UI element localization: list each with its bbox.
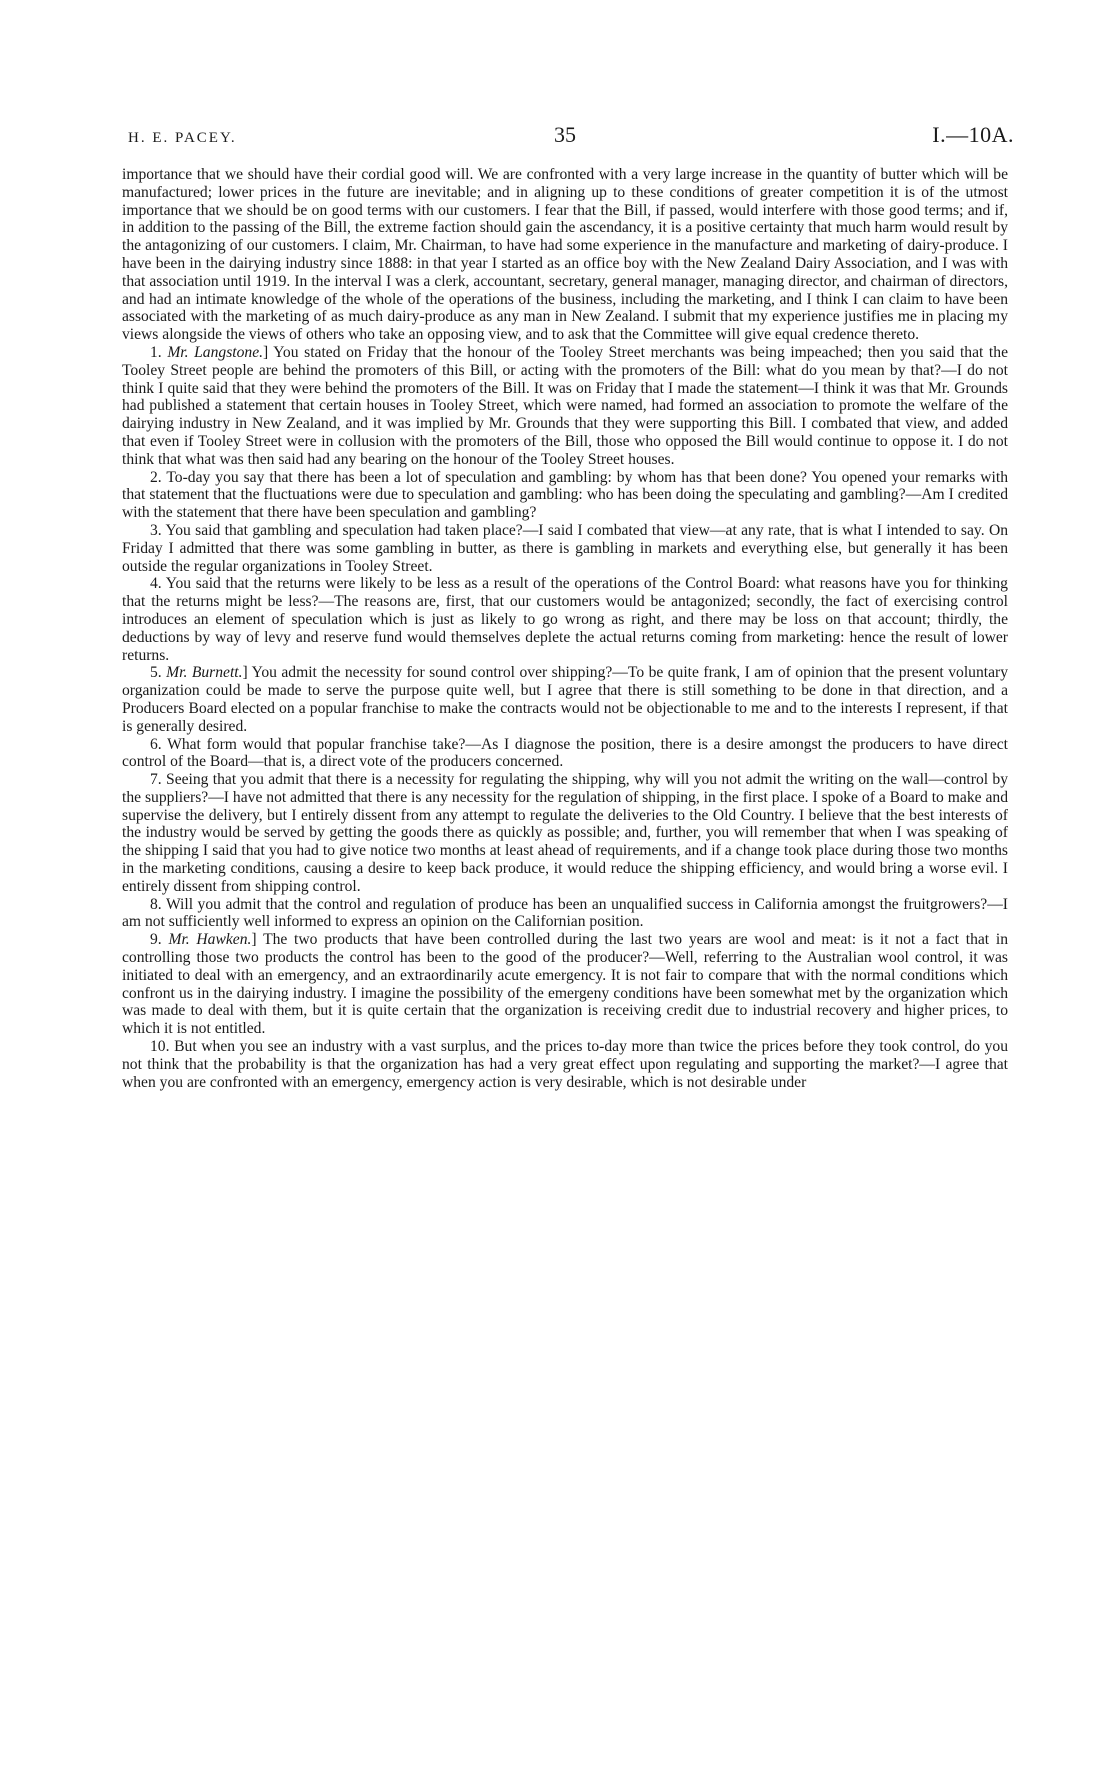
question-number: 7.: [150, 771, 162, 789]
question-paragraph: [122, 896, 1008, 932]
paragraph-text: You said that gambling and speculation had taken place?—I said I combated that view—at any rate, that is what I intended to say. On Friday I admitted that there was some gambling in butter, as there is gambling in markets and everything else, but generally it has been outside the regular organizations in Tooley Street.: [122, 521, 1009, 575]
question-number: 5.: [150, 664, 162, 682]
paragraph-text: To-day you say that there has been a lot of speculation and gambling: by whom has that been done? You opened your remarks with that statement that the fluctuations were due to speculation and gambling: who has been doing the speculating and gambling?—Am I credited with the statement that there have been speculation and gambling?: [122, 468, 1008, 522]
speaker-name: Mr. Burnett.: [166, 664, 243, 682]
question-number: 6.: [150, 735, 162, 753]
paragraph-text: You stated on Friday that the honour of the Tooley Street merchants was being impeached; then you said that the Tooley Street people are behind the promoters of this Bill, or acting with the promoters of the Bill: what do you mean by that?—I do not think I quite said that they were behind the promoters of the Bill. It was on Friday that I made the statement—I think it was that Mr. Grounds had published a statement that certain houses in Tooley Street, which were named, had formed an association to promote the welfare of the dairying industry in New Zealand, and it was implied by Mr. Grounds that they were supporting this Bill. I combated that view, and added that even if Tooley Street were in collusion with the promoters of the Bill, those who opposed the Bill would continue to oppose it. I do not think that what was then said had any bearing on the honour of the Tooley Street houses.: [122, 343, 1008, 468]
paragraph-text: importance that we should have their cordial good will. We are confronted with a very large increase in the quantity of butter which will be manufactured; lower prices in the future are inevitable; and in aligning up to these conditions of greater competition it is of the utmost importance that we should be on good terms with our customers. I fear that the Bill, if passed, would interfere with those good terms; and if, in addition to the passing of the Bill, the extreme faction should gain the ascendancy, it is a positive certainty that much harm would result by the antagonizing of our customers. I claim, Mr. Chairman, to have had some experience in the manufacture and marketing of dairy-produce. I have been in the dairying industry since 1888: in that year I started as an office boy with the New Zealand Dairy Association, and I was with that association until 1919. In the interval I was a clerk, accountant, secretary, general manager, managing director, and chairman of directors, and had an intimate knowledge of the whole of the operations of the business, including the marketing, and I think I can claim to have been associated with the marketing of as much dairy-produce as any man in New Zealand. I submit that my experience justifies me in placing my views alongside the views of others who take an opposing view, and to ask that the Committee will give equal credence thereto.: [122, 166, 1008, 344]
paragraph-text: You admit the necessity for sound control over shipping?—To be quite frank, I am of opinion that the present voluntary organization could be made to serve the purpose quite well, but I agree that there is still something to be done in that direction, and a Producers Board elected on a popular franchise to make the contracts would not be objectionable to me and to the interests I represent, if that is generally desired.: [122, 664, 1008, 735]
question-paragraph: [122, 736, 1008, 772]
question-paragraph: [122, 469, 1008, 522]
question-number: 2.: [150, 468, 162, 486]
question-paragraph: [122, 771, 1008, 896]
paragraph-text: But when you see an industry with a vast surplus, and the prices to-day more than twice the prices before they took control, do you not think that the probability is that the organization has had a very great effect upon regulating and supporting the market?—I agree that when you are confronted with an emergency, emergency action is very desirable, which is not desirable under: [122, 1038, 1008, 1091]
paragraph-text: What form would that popular franchise take?—As I diagnose the position, there is a desire amongst the producers to have direct control of the Board—that is, a direct vote of the producers concerned.: [122, 735, 1008, 771]
question-paragraph: [122, 1038, 1008, 1091]
paragraph-continued: [122, 166, 1008, 344]
question-number: 1.: [150, 343, 162, 361]
paragraph-text: Seeing that you admit that there is a necessity for regulating the shipping, why will you not admit the writing on the wall—control by the suppliers?—I have not admitted that there is any necessity for the regulation of shipping, in the first place. I spoke of a Board to make and supervise the delivery, but I entirely dissent from any attempt to regulate the deliveries to the Old Country. I believe that the best interests of the industry would be served by getting the goods there as quickly as possible; and, further, you will remember that when I was speaking of the shipping I said that you had to give notice two months at least ahead of requirements, and if a change took place during those two months in the marketing conditions, causing a desire to keep back produce, it would reduce the shipping efficiency, and would bring a worse evil. I entirely dissent from shipping control.: [122, 771, 1008, 895]
question-paragraph: [122, 522, 1008, 575]
witness-name: H. E. PACEY.: [128, 130, 237, 146]
question-number: 10.: [150, 1038, 170, 1056]
question-number: 8.: [150, 895, 162, 913]
running-head: [128, 118, 1014, 158]
speaker-name: Mr. Langstone.: [167, 343, 264, 361]
question-number: 4.: [150, 575, 162, 593]
question-paragraph: 1. Mr. Langstone.] You stated on Friday that the honour of the Tooley Street merchants was being impeached; then you said that the Tooley Street people are behind the promoters of this Bill, or acting with the promoters of the Bill: what do you mean by that?—I do not think I quite said that they were behind the promoters of the Bill. It was on Friday that I made the statement—I think it was that Mr. Grounds had published a statement that certain houses in Tooley Street, which were named, had formed an association to promote the welfare of the dairying industry in New Zealand, and it was implied by Mr. Grounds that they were supporting this Bill. I combated that view, and added that even if Tooley Street were in collusion with the promoters of the Bill, those who opposed the Bill would continue to oppose it. I do not think that what was then said had any bearing on the honour of the Tooley Street houses.: [122, 343, 1008, 468]
paragraph-text: You said that the returns were likely to be less as a result of the operations of the Control Board: what reasons have you for thinking that the returns might be less?—The reasons are, first, that our customers would be antagonized; secondly, the fact of exercising control introduces an element of speculation which is just as likely to go wrong as right, and there may be loss on that account; thirdly, the deductions by way of levy and reserve fund would themselves deplete the actual returns coming from marketing: hence the result of lower returns.: [122, 575, 1008, 664]
question-paragraph: [122, 575, 1008, 664]
body-text: [122, 166, 1008, 1091]
paragraph-text: Will you admit that the control and regulation of produce has been an unqualified success in California amongst the fruitgrowers?—I am not sufficiently well informed to express an opinion on the Californian position.: [122, 895, 1008, 931]
paragraph-text: The two products that have been controlled during the last two years are wool and meat: is it not a fact that in controlling those two products the control has been to the good of the producer?—Well, referring to the Australian wool control, it was initiated to deal with an emergency, and an extraordinarily acute emergency. It is not fair to compare that with the normal conditions which confront us in the dairying industry. I imagine the possibility of the emergeny conditions have been somewhat met by the organization which was made to deal with them, but it is quite certain that the organization is receiving credit due to industrial recovery and higher prices, to which it is not entitled.: [122, 931, 1008, 1038]
speaker-name: Mr. Hawken.: [168, 931, 252, 949]
question-number: 9.: [150, 931, 162, 949]
question-paragraph: 5. Mr. Burnett.] You admit the necessity for sound control over shipping?—To be quite frank, I am of opinion that the present voluntary organization could be made to serve the purpose quite well, but I agree that there is still something to be done in that direction, and a Producers Board elected on a popular franchise to make the contracts would not be objectionable to me and to the interests I represent, if that is generally desired.: [122, 664, 1008, 735]
question-paragraph: 9. Mr. Hawken.] The two products that have been controlled during the last two years are wool and meat: is it not a fact that in controlling those two products the control has been to the good of the producer?—Well, referring to the Australian wool control, it was initiated to deal with an emergency, and an extraordinarily acute emergency. It is not fair to compare that with the normal conditions which confront us in the dairying industry. I imagine the possibility of the emergeny conditions have been somewhat met by the organization which was made to deal with them, but it is quite certain that the organization is receiving credit due to industrial recovery and higher prices, to which it is not entitled.: [122, 931, 1008, 1038]
paper-reference: I.—10A.: [932, 122, 1014, 147]
question-number: 3.: [150, 521, 162, 539]
page-number: 35: [554, 122, 576, 147]
